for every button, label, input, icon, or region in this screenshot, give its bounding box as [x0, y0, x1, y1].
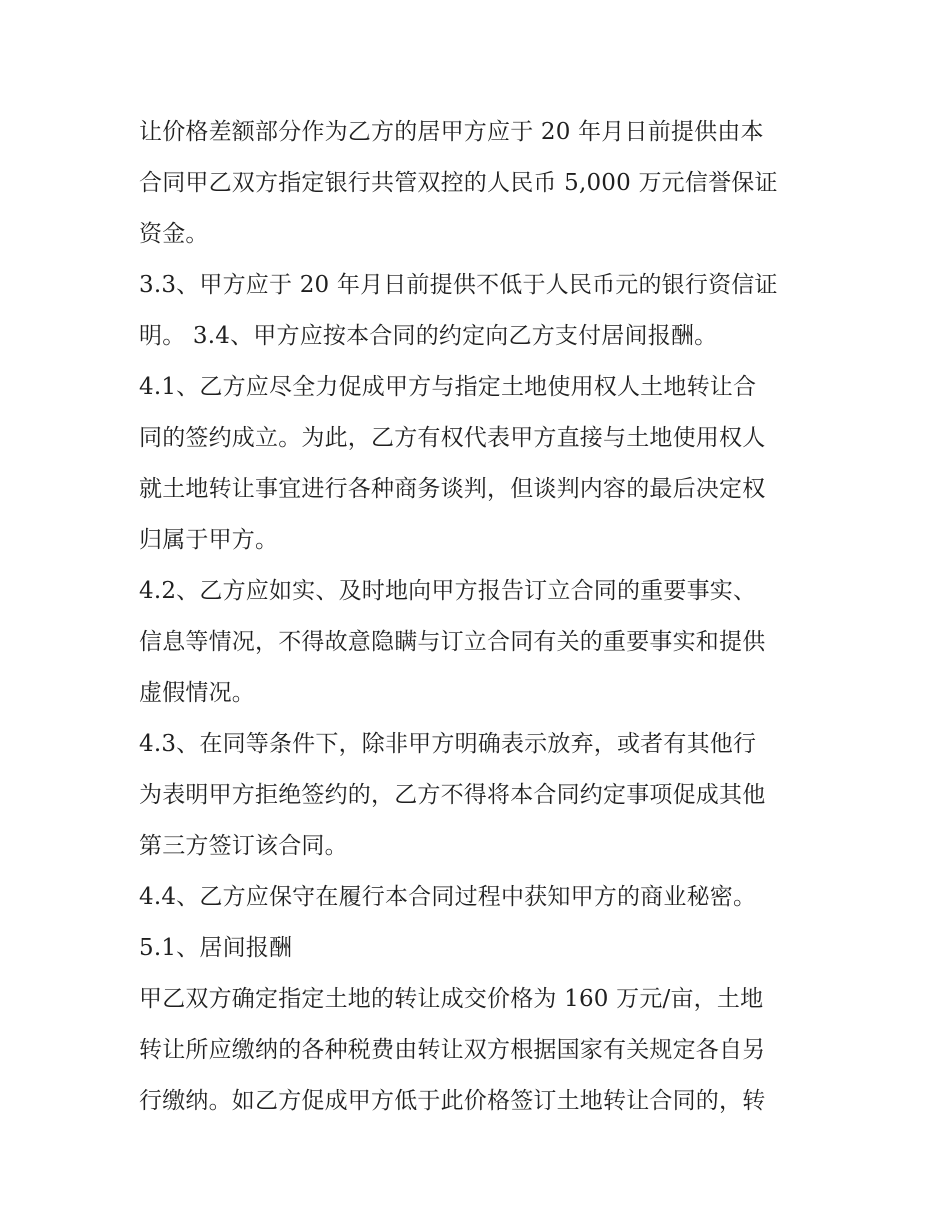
text-line-1: 让价格差额部分作为乙方的居甲方应于 20 年月日前提供由本 [139, 119, 764, 145]
text-line-4: 3.3、甲方应于 20 年月日前提供不低于人民币元的银行资信证 [139, 272, 778, 298]
text-line-19: 转让所应缴纳的各种税费由转让双方根据国家有关规定各自另 [139, 1037, 766, 1063]
text-line-5: 明。 3.4、甲方应按本合同的约定向乙方支付居间报酬。 [139, 323, 718, 349]
text-line-10: 4.2、乙方应如实、及时地向甲方报告订立合同的重要事实、 [139, 578, 757, 604]
text-line-7: 同的签约成立。为此，乙方有权代表甲方直接与土地使用权人 [139, 425, 766, 451]
document-page [139, 107, 819, 1127]
text-line-20: 行缴纳。如乙方促成甲方低于此价格签订土地转让合同的，转 [139, 1088, 766, 1114]
text-line-3: 资金。 [139, 221, 209, 247]
text-line-6: 4.1、乙方应尽全力促成甲方与指定土地使用权人土地转让合 [139, 374, 757, 400]
text-line-15: 第三方签订该合同。 [139, 833, 348, 859]
text-line-9: 归属于甲方。 [139, 527, 279, 553]
text-line-8: 就土地转让事宜进行各种商务谈判，但谈判内容的最后决定权 [139, 476, 766, 502]
text-line-16: 4.4、乙方应保守在履行本合同过程中获知甲方的商业秘密。 [139, 884, 757, 910]
text-line-18: 甲乙双方确定指定土地的转让成交价格为 160 万元/亩，土地 [139, 986, 764, 1012]
text-line-11: 信息等情况，不得故意隐瞒与订立合同有关的重要事实和提供 [139, 629, 766, 655]
text-line-2: 合同甲乙双方指定银行共管双控的人民币 5,000 万元信誉保证 [139, 170, 778, 196]
text-line-13: 4.3、在同等条件下，除非甲方明确表示放弃，或者有其他行 [139, 731, 757, 757]
text-line-14: 为表明甲方拒绝签约的，乙方不得将本合同约定事项促成其他 [139, 782, 766, 808]
text-line-12: 虚假情况。 [139, 680, 255, 706]
text-line-17: 5.1、居间报酬 [139, 935, 293, 961]
